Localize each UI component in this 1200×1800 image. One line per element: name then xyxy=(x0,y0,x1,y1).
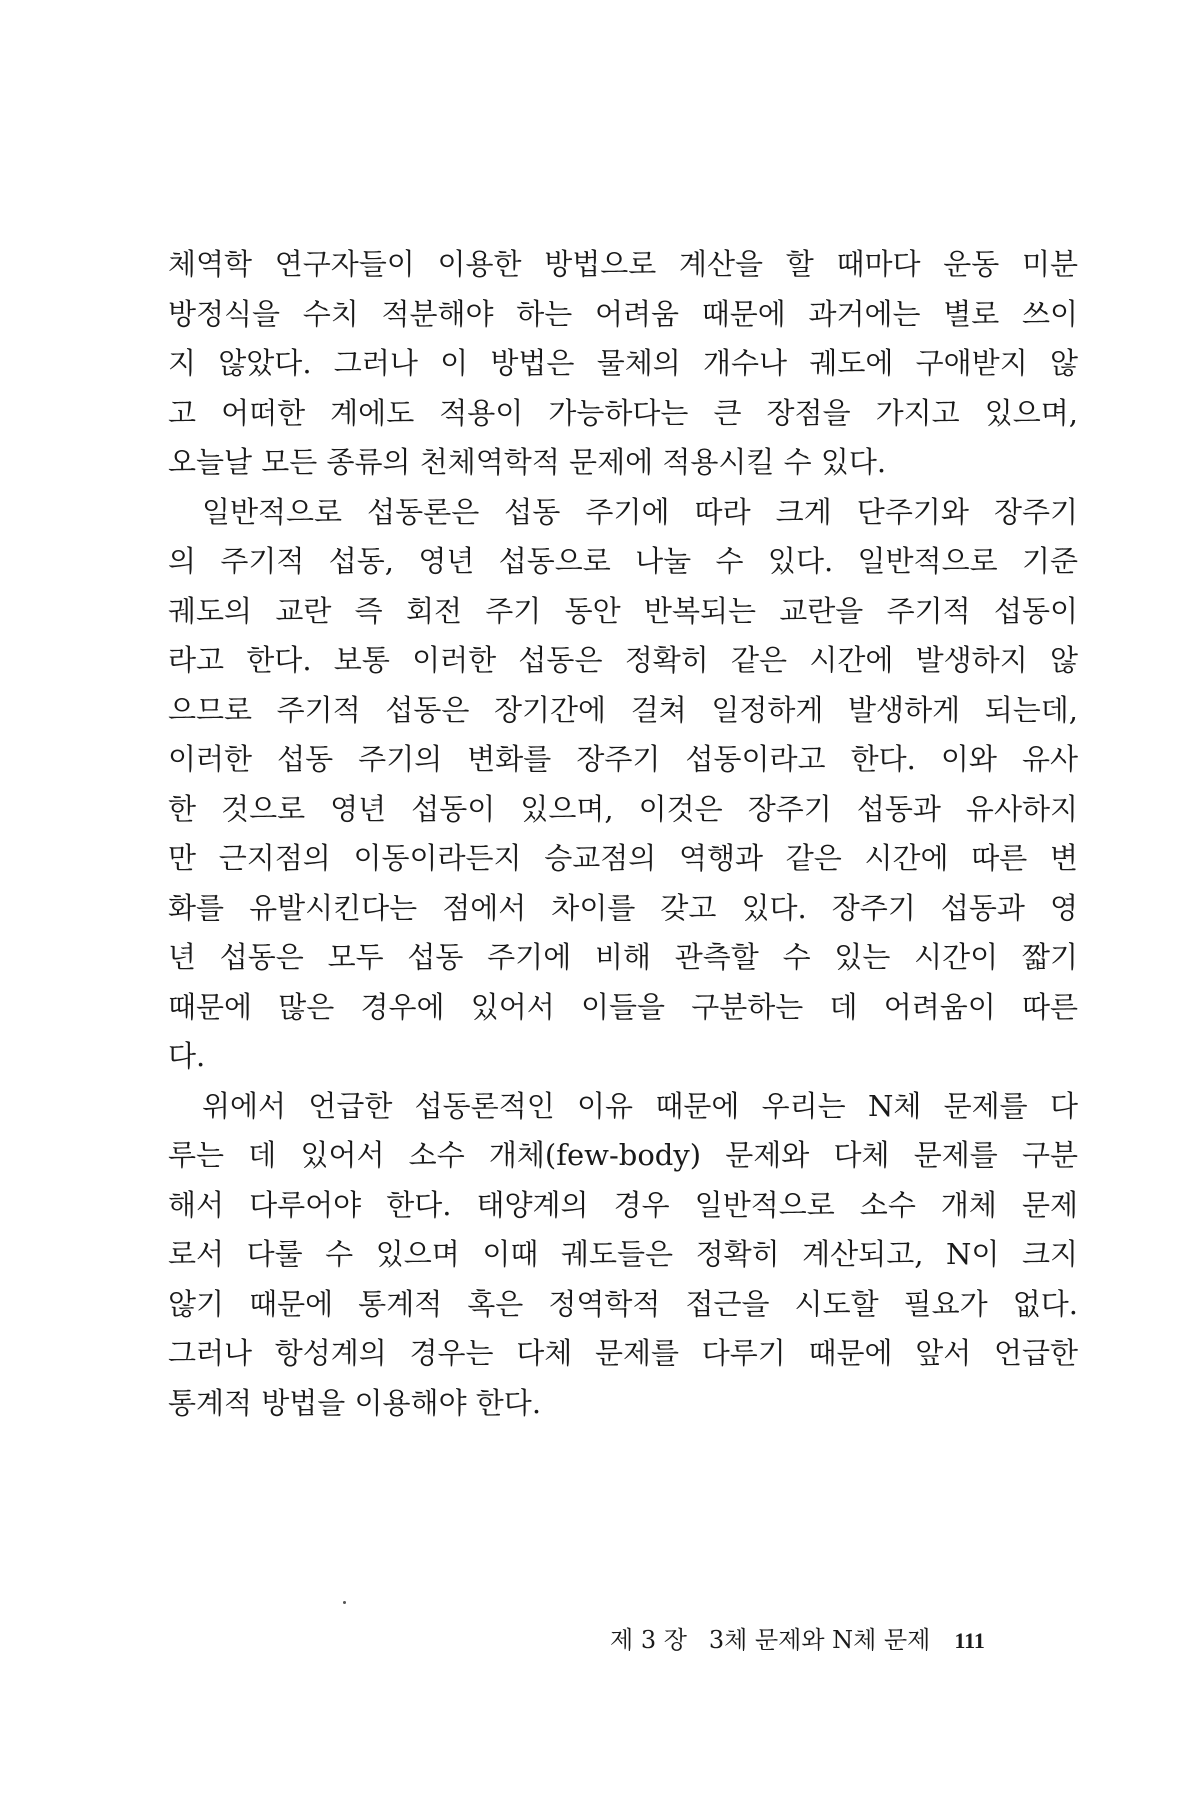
text-line: 년 섭동은 모두 섭동 주기에 비해 관측할 수 있는 시간이 짧기 xyxy=(168,940,1078,974)
text-line: 때문에 많은 경우에 있어서 이들을 구분하는 데 어려움이 따른 xyxy=(168,989,1078,1024)
text-line: 궤도의 교란 즉 회전 주기 동안 반복되는 교란을 주기적 섭동이 xyxy=(168,593,1078,628)
text-line: 오늘날 모든 종류의 천체역학적 문제에 적용시킬 수 있다. xyxy=(168,445,887,479)
text-line: 위에서 언급한 섭동론적인 이유 때문에 우리는 N체 문제를 다 xyxy=(202,1088,1078,1123)
running-footer xyxy=(610,1620,1060,1655)
text-line: 지 않았다. 그러나 이 방법은 물체의 개수나 궤도에 구애받지 않 xyxy=(168,346,1078,380)
text-line: 이러한 섭동 주기의 변화를 장주기 섭동이라고 한다. 이와 유사 xyxy=(168,742,1078,776)
text-line: 한 것으로 영년 섭동이 있으며, 이것은 장주기 섭동과 유사하지 xyxy=(168,791,1078,826)
text-line: 만 근지점의 이동이라든지 승교점의 역행과 같은 시간에 따른 변 xyxy=(168,841,1078,875)
paragraph-1 xyxy=(168,240,1078,488)
text-line: 화를 유발시킨다는 점에서 차이를 갖고 있다. 장주기 섭동과 영 xyxy=(168,890,1078,925)
text-line: 고 어떠한 계에도 적용이 가능하다는 큰 장점을 가지고 있으며, xyxy=(168,395,1078,430)
chapter-title: 3체 문제와 N체 문제 xyxy=(708,1626,931,1654)
paragraph-2 xyxy=(168,488,1078,1082)
text-line: 의 주기적 섭동, 영년 섭동으로 나눌 수 있다. 일반적으로 기준 xyxy=(168,544,1078,578)
body-text xyxy=(168,240,1078,1428)
text-line: 체역학 연구자들이 이용한 방법으로 계산을 할 때마다 운동 미분 xyxy=(168,247,1078,281)
text-line: 일반적으로 섭동론은 섭동 주기에 따라 크게 단주기와 장주기 xyxy=(202,494,1078,529)
scan-speck xyxy=(343,1601,346,1604)
text-line: 해서 다루어야 한다. 태양계의 경우 일반적으로 소수 개체 문제 xyxy=(168,1187,1078,1222)
text-line: 라고 한다. 보통 이러한 섭동은 정확히 같은 시간에 발생하지 않 xyxy=(168,643,1078,677)
page-number: 111 xyxy=(954,1628,985,1653)
text-line: 그러나 항성계의 경우는 다체 문제를 다루기 때문에 앞서 언급한 xyxy=(168,1336,1078,1370)
text-line: 통계적 방법을 이용해야 한다. xyxy=(168,1385,542,1420)
text-line: 방정식을 수치 적분해야 하는 어려움 때문에 과거에는 별로 쓰이 xyxy=(168,296,1078,331)
text-line: 다. xyxy=(168,1039,206,1073)
text-line: 않기 때문에 통계적 혹은 정역학적 접근을 시도할 필요가 없다. xyxy=(168,1286,1078,1321)
paragraph-3 xyxy=(168,1082,1078,1429)
text-line: 루는 데 있어서 소수 개체(few-body) 문제와 다체 문제를 구분 xyxy=(168,1138,1078,1172)
text-line: 으므로 주기적 섭동은 장기간에 걸쳐 일정하게 발생하게 되는데, xyxy=(168,692,1078,727)
chapter-label: 제 3 장 xyxy=(610,1626,687,1654)
text-line: 로서 다룰 수 있으며 이때 궤도들은 정확히 계산되고, N이 크지 xyxy=(168,1237,1078,1271)
